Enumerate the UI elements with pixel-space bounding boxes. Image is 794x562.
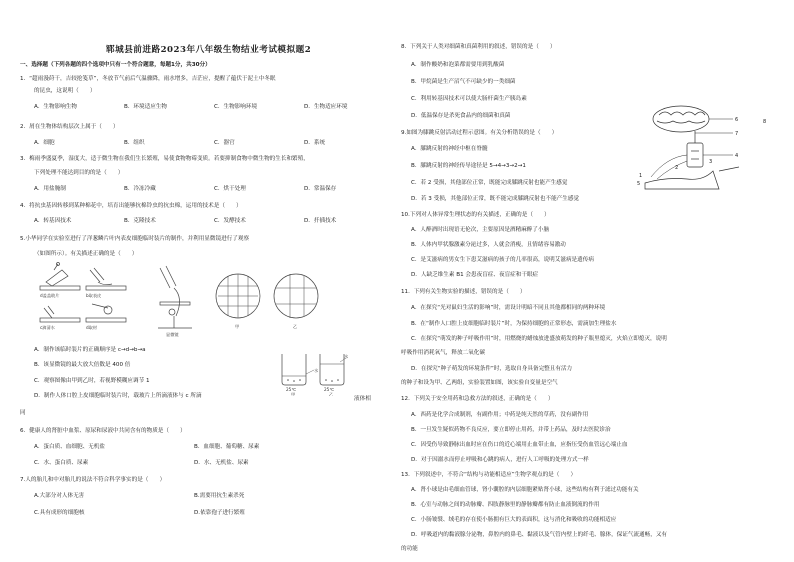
q6-opt-d: D．水、无机盐、尿素 <box>194 460 249 466</box>
step-d-sketch <box>86 304 126 322</box>
q2-text: 2．屑在生物体结构层次上属于（ ） <box>20 124 119 130</box>
q5-figure <box>34 262 324 338</box>
q1-opt-c: C．生物影响环境 <box>214 104 258 110</box>
field-of-view-jia <box>216 274 260 318</box>
q2-opt-d: D．系统 <box>304 140 326 146</box>
q9-opt-d: D．若 3 受损，其他部位正常，既不能完成膝跳反射也不能产生感觉 <box>411 196 580 202</box>
q5-text-2: （如图所示）。有关描述正确的是（ ） <box>34 251 138 257</box>
q6-opt-b: B．血细胞、葡萄糖、尿素 <box>194 444 260 450</box>
q7-text: 7.人的胎儿和中对胎儿的说法不符合科学事实的是（ ） <box>20 477 166 483</box>
step-c-sketch <box>40 306 80 322</box>
beaker-label-jia: 甲 <box>291 392 296 396</box>
q12-opt-b: B．一旦发生疑似药物不良反应，要立即停止用药，并带上药品，及时去医院诊治 <box>411 427 611 433</box>
q8-text: 8．下列关于人类对细菌和真菌利用的叙述，错误的是（ ） <box>401 44 556 50</box>
q3-text-1: 3．梅雨季盛夏季，湿度大，适于微生物在我们生长繁殖，易使食物物霉变质。若要抑制食物中微生物的生长和繁殖， <box>20 156 309 162</box>
q5-opt-b: B．该显微镜的最大放大倍数是 400 倍 <box>34 362 131 368</box>
fig-num-1: 1 <box>639 173 643 179</box>
q5-tail-2: 同 <box>20 410 26 416</box>
q11-line-2: B．在“制作人口腔上皮细胞临时装片”时，为保持细胞的正常形态，需滴加生理盐水 <box>411 321 617 327</box>
q1-text-1: 1．“超雨漫莳干，吉较抢笺草”，冬放节气前后气温骤降，雨水增多，吉茫应，提醒了蕴伏于泥土中冬眠 <box>20 76 276 82</box>
q5-tail-1: 液体相 <box>354 396 371 402</box>
q9-opt-c: C．若 2 受损，其他部位正常，既能完成膝跳反射也能产生感觉 <box>411 180 568 186</box>
fig-num-2: 2 <box>675 165 679 171</box>
q12-opt-c: C．因受伤导致静脉出血时应在伤口的近心端用止血带止血，应指压受伤血管远心端止血 <box>411 442 628 448</box>
q5-opt-c: C．观察图像由甲到乙时，若视野模糊应调节 1 <box>34 378 150 384</box>
q4-opt-d: D．扦插技术 <box>304 218 337 224</box>
q10-opt-d: D．人缺乏维生素 B1 会患夜盲症、夜盲症和干眼症 <box>411 272 539 278</box>
q1-opt-a: A．生物影响生物 <box>34 104 77 110</box>
q8-opt-c: C．利用转基因技术可以使大肠杆菌生产胰岛素 <box>411 96 527 102</box>
q7-opt-c: C.具有成形的细胞核 <box>34 510 85 516</box>
beaker-figure <box>276 346 350 396</box>
q9-opt-b: B．膝跳反射的神经传导途径是 5→4→3→2→1 <box>411 163 526 169</box>
q2-opt-c: C．器官 <box>214 140 235 146</box>
fig-label-b: b取表皮 <box>86 293 102 298</box>
q5-opt-a: A．制作该临时装片的正确顺序是 c→d→b→a <box>34 347 146 353</box>
q12-opt-a: A．西药是化学合成制剂，有副作用；中药是纯天然的草药，没有副作用 <box>411 412 589 418</box>
page-title: 郓城县前进路2023年八年级生物结业考试模拟题2 <box>106 45 312 55</box>
fig-label-a: d盖盖玻片 <box>40 293 60 298</box>
q7-opt-a: A.大部分对人体无害 <box>34 493 85 499</box>
fig-label-d: d取材 <box>86 325 98 330</box>
q13-line-4: D．呼吸道内的黏液腺分泌物，鼻腔内的鼻毛、黏液以及气管内壁上的纤毛、腺体，保证气流通畅，又有 <box>411 532 668 538</box>
q10-opt-a: A．人醉酒时出现语无伦次，主要原因是酒精麻醉了小脑 <box>411 227 550 233</box>
fig-num-3: 3 <box>709 159 713 165</box>
brain-sketch <box>653 106 709 132</box>
q1-opt-d: D．生物适应环境 <box>304 104 348 110</box>
q2-opt-a: A．细胞 <box>34 140 55 146</box>
q11-line-1: A．在探究“光对鼠妇生活的影响”时，需设计明暗不同且其他都相同的两种环境 <box>411 305 606 311</box>
q11-line-4: 呼吸作用消耗氧气，释放二氧化碳 <box>401 350 485 356</box>
q9-opt-a: A．膝跳反射的神经中枢在脊髓 <box>411 146 488 152</box>
q12-text: 12．下列关于安全用药和急救方法的叙述，正确的是（ ） <box>401 396 554 402</box>
q9-text: 9.如图为膝跳反射活动过程示意图。有关分析错误的是（ ） <box>401 130 558 136</box>
field-of-view-yi <box>274 274 318 318</box>
q11-text: 11．下列有关生物实验的描述，错误的是（ ） <box>401 289 526 295</box>
q11-line-6: 的种子和设为甲、乙两组，实验装置如图，该实验自变量是空气 <box>401 380 558 386</box>
q2-opt-b: B．组织 <box>124 140 145 146</box>
q8-opt-a: A．制作酸奶和泡菜都需要用到乳酸菌 <box>411 62 505 68</box>
q5-opt-d: D．制作人体口腔上皮细胞临时装片时，载玻片上所滴液体与 c 所滴 <box>34 393 202 399</box>
q13-line-5: 的功能 <box>401 546 418 552</box>
q3-opt-c: C．烘干处理 <box>214 186 246 192</box>
q10-opt-c: C．是艾滋病的男女生下患艾滋病的孩子的几率很高，说明艾滋病是遗传病 <box>411 257 594 263</box>
q7-opt-d: D.依靠孢子进行繁殖 <box>194 510 245 516</box>
reflex-figure <box>635 103 771 195</box>
q1-opt-b: B．环境适应生物 <box>124 104 167 110</box>
fig-num-5: 5 <box>637 181 641 187</box>
fig-num-8: 8 <box>763 119 767 125</box>
section-heading: 一、选择题（下列各题的四个选项中只有一个符合题意，每题1分，共30分） <box>20 62 211 68</box>
q13-line-3: C．小肠皱襞、绒毛的存在使小肠拥有巨大的表面积，这与消化和吸收的功能相适应 <box>411 517 617 523</box>
q6-text: 6．健康人的肾脏中血浆、原尿和尿液中共同含有的物质是（ ） <box>20 428 186 434</box>
q6-opt-a: A．蛋白质、血细胞、无机盐 <box>34 444 105 450</box>
q13-line-2: B．心室与动脉之间的动脉瓣、四肢静脉里的静脉瓣都有防止血液倒流的作用 <box>411 502 600 508</box>
beaker-temp-jia: 25℃ <box>286 387 297 392</box>
q10-text: 10.下列对人体异常生理状态的有关描述，正确的是（ ） <box>401 212 550 218</box>
q3-opt-a: A．用盐腌制 <box>34 186 66 192</box>
fig-label-yi: 乙 <box>293 324 298 329</box>
beaker-water-jia: 水 <box>314 368 319 373</box>
q4-text: 4．将抗虫基因转移到某种棉花中，培育出能够抗棉铃虫的抗虫棉，运用的技术是（ ） <box>20 203 242 209</box>
q4-opt-b: B．克隆技术 <box>124 218 156 224</box>
beaker-label-yi: 乙 <box>329 392 334 396</box>
fig-num-7: 7 <box>735 131 739 137</box>
q6-opt-c: C．水、蛋白质、尿素 <box>34 460 89 466</box>
q3-opt-d: D．常温保存 <box>304 186 337 192</box>
q12-opt-d: D．对于因溺水而停止呼吸和心跳的病人，进行人工呼吸的处理方式一样 <box>411 457 589 463</box>
q11-line-5: D．在探究“种子萌发的环境条件”时，选取自身具备完整且有活力 <box>411 366 573 372</box>
fig-num-6: 6 <box>735 117 739 123</box>
step-b-sketch <box>86 268 126 290</box>
q3-opt-b: B．冷冻冷藏 <box>124 186 156 192</box>
q10-opt-b: B．人体内甲状腺激素分泌过多，人就会消瘦，且情绪容易激动 <box>411 242 566 248</box>
q11-line-3: C．在探究“萌发的种子呼吸作用”时，用燃烧的蜡烛放进盛放萌发的种子瓶里熄灭，火焰立即熄灭，说明 <box>411 336 667 342</box>
step-a-sketch <box>40 263 80 291</box>
beaker-water-yi: 水 <box>344 354 349 359</box>
spinal-cord-sketch <box>687 131 703 167</box>
q13-line-1: A．肾小球是由毛细血管球，肾小囊腔的内层细胞紧贴肾小球，这些结构有利于滤过功能有关 <box>411 487 639 493</box>
fig-label-jia: 甲 <box>235 324 240 329</box>
q4-opt-a: A．转基因技术 <box>34 218 72 224</box>
q3-text-2: 下列处理不能达到目的的是（ ） <box>34 170 124 176</box>
q7-opt-b: B.需要用抗生素杀死 <box>194 493 245 499</box>
q1-text-2: 的昆虫，这说明（ ） <box>34 88 96 94</box>
fig-num-4: 4 <box>735 153 739 159</box>
leg-sketch <box>645 167 739 189</box>
beaker-temp-yi: 25℃ <box>324 387 335 392</box>
fig-label-microscope: 显微镜 <box>166 332 179 337</box>
q8-opt-d: D．低温保存是杀死食品内的细菌和真菌 <box>411 113 511 119</box>
q4-opt-c: C．发酵技术 <box>214 218 246 224</box>
q8-opt-b: B．甲烷菌是生产沼气不可缺少的一类细菌 <box>411 79 516 85</box>
fig-label-c: c滴清水 <box>40 325 55 330</box>
q5-text-1: 5.小华同学在实验室进行了洋葱鳞片叶内表皮细胞临时装片的制作，并利用显微镜进行了观察 <box>20 236 250 242</box>
microscope-sketch <box>158 266 192 328</box>
q13-text: 13．下列叙述中，不符合“结构与功能相适应”生物学观点的是（ ） <box>401 472 577 478</box>
